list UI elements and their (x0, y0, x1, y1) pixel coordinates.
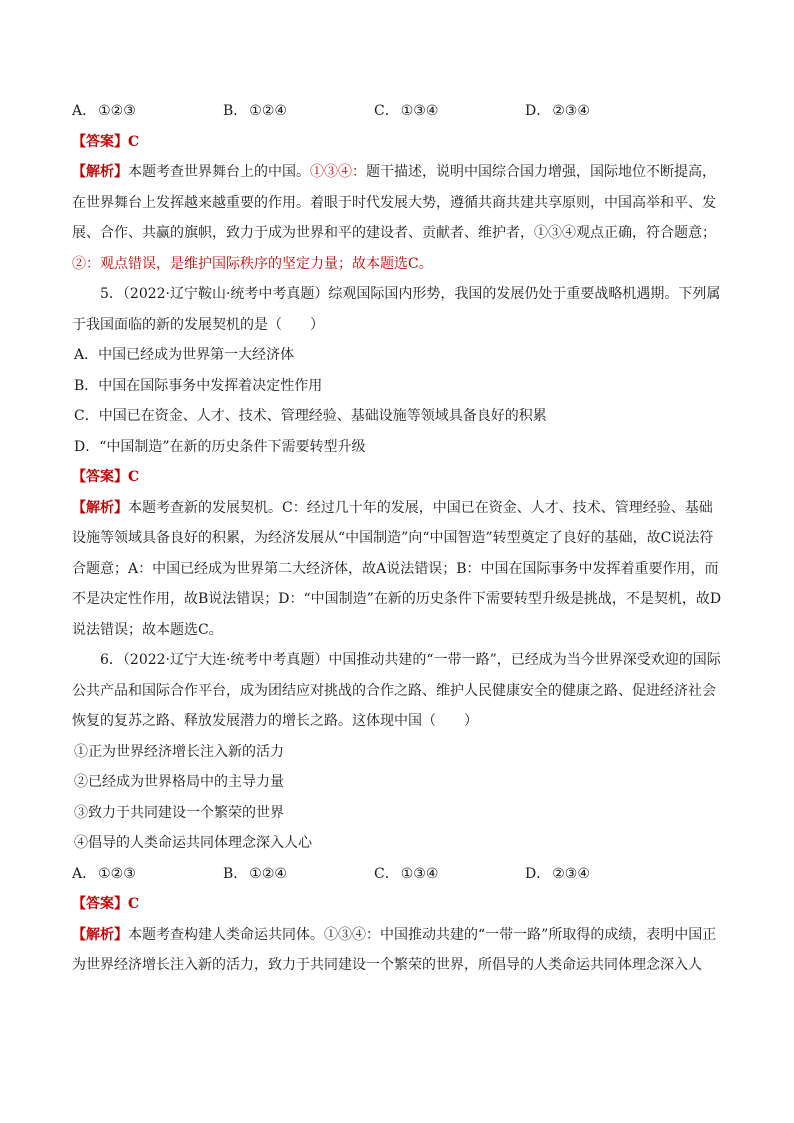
q6-item-1: ①正为世界经济增长注入新的活力 (74, 743, 284, 760)
q4-option-b: B． ①②④ (223, 103, 287, 119)
page-content (72, 96, 724, 981)
q5-option-b: B．中国在国际事务中发挥着决定性作用 (74, 377, 323, 394)
q6-explanation: 【解析】本题考查构建人类命运共同体。①③④：中国推动共建的“一带一路”所取得的成绩，表明中国正为世界经济增长注入新的活力，致力于共同建设一个繁荣的世界，所倡导的人类命运共同体理念深入人 (72, 926, 717, 973)
q4-option-a: A． ①②③ (72, 103, 136, 119)
q5-option-d: D．“中国制造”在新的历史条件下需要转型升级 (74, 438, 366, 455)
q6-option-a: A． ①②③ (72, 865, 136, 882)
q5-stem: 5．（2022·辽宁鞍山·统考中考真题）综观国际国内形势，我国的发展仍处于重要战略机遇期。下列属于我国面临的新的发展契机的是（ ） (72, 286, 721, 333)
q6-option-b: B． ①②④ (223, 865, 287, 882)
q6-stem: 6．（2022·辽宁大连·统考中考真题）中国推动共建的“一带一路”，已经成为当今世界深受欢迎的国际公共产品和国际合作平台，成为团结应对挑战的合作之路、维护人民健康安全的健康之路、促进经济社会恢复的复苏之路、释放发展潜力的增长之路。这体现中国（ ） (72, 652, 721, 729)
q6-item-2: ②已经成为世界格局中的主导力量 (74, 774, 284, 790)
q6-item-4: ④倡导的人类命运共同体理念深入人心 (74, 835, 312, 851)
q4-option-d: D． ②③④ (525, 103, 590, 119)
q4-explanation: 【解析】本题考查世界舞台上的中国。①③④：题干描述，说明中国综合国力增强，国际地位不断提高，在世界舞台上发挥越来越重要的作用。着眼于时代发展大势，遵循共商共建共享原则，中国高举和平、发展、合作、共赢的旗帜，致力于成为世界和平的建设者、贡献者、维护者，①③④观点正确，符合题意；②：观点错误，是维护国际秩序的坚定力量；故本题选C。 (72, 164, 716, 272)
q6-options (72, 859, 724, 890)
q6-option-c: C． ①③④ (374, 865, 439, 882)
q6-item-3: ③致力于共同建设一个繁荣的世界 (74, 804, 284, 821)
q5-option-c: C．中国已在资金、人才、技术、管理经验、基础设施等领域具备良好的积累 (74, 408, 547, 424)
q6-answer: 【答案】C (72, 896, 140, 912)
q4-answer: 【答案】C (72, 133, 140, 150)
q4-options (72, 96, 724, 127)
q5-answer: 【答案】C (72, 469, 140, 485)
q4-option-c: C． ①③④ (374, 103, 439, 119)
q5-option-a: A．中国已经成为世界第一大经济体 (74, 347, 295, 363)
q5-explanation: 【解析】本题考查新的发展契机。C：经过几十年的发展，中国已在资金、人才、技术、管理经验、基础设施等领域具备良好的积累，为经济发展从“中国制造”向“中国智造”转型奠定了良好的基础，故C说法符合题意；A：中国已经成为世界第二大经济体，故A说法错误；B：中国在国际事务中发挥着重要作用，而不是决定性作用，故B说法错误；D：“中国制造”在新的历史条件下需要转型升级是挑战，不是契机，故D说法错误；故本题选C。 (72, 499, 722, 638)
q6-option-d: D． ②③④ (525, 865, 590, 882)
